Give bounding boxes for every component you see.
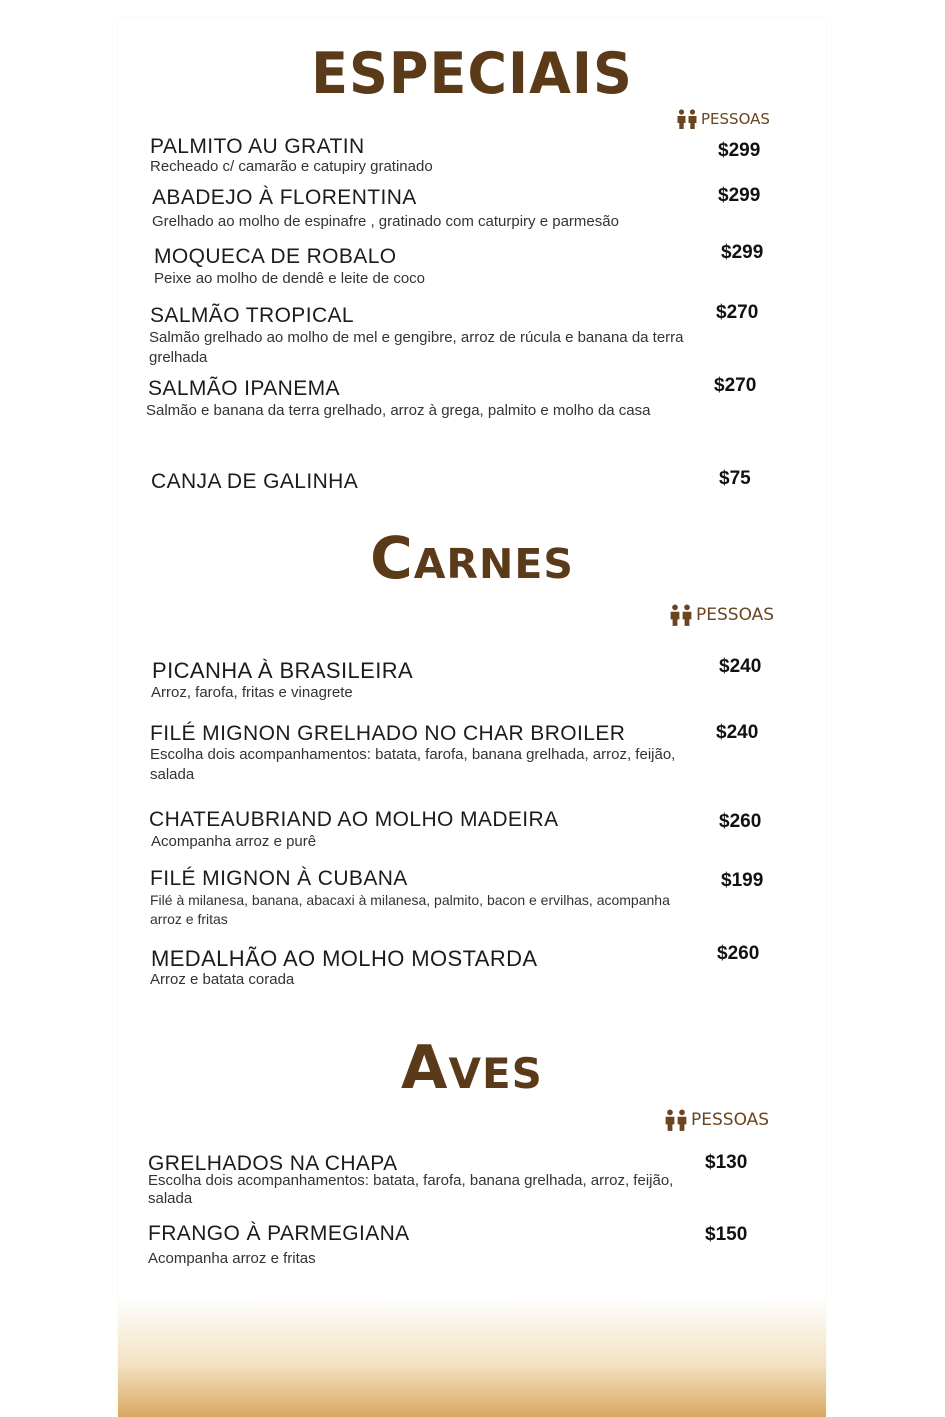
section-title-especiais: ESPECIAIS	[311, 40, 633, 107]
persons-label: PESSOAS	[696, 605, 775, 625]
item-description: Peixe ao molho de dendê e leite de coco	[154, 270, 426, 287]
persons-label: PESSOAS	[701, 110, 770, 128]
item-name: PALMITO AU GRATIN	[150, 135, 365, 158]
item-description: Arroz, farofa, fritas e vinagrete	[151, 684, 353, 701]
persons-header-especiais	[676, 109, 770, 129]
item-name: MOQUECA DE ROBALO	[154, 245, 397, 268]
item-price: $299	[718, 185, 761, 206]
item-name: CANJA DE GALINHA	[151, 470, 359, 493]
item-name: PICANHA À BRASILEIRA	[152, 658, 414, 683]
bottom-gradient	[118, 1297, 826, 1417]
persons-label: PESSOAS	[691, 1110, 770, 1130]
item-description: Escolha dois acompanhamentos: batata, farofa, banana grelhada, arroz, feijão, salada	[148, 1172, 674, 1207]
item-description: Recheado c/ camarão e catupiry gratinado	[150, 158, 433, 175]
item-price: $150	[705, 1224, 748, 1245]
item-name: FILÉ MIGNON GRELHADO NO CHAR BROILER	[150, 722, 626, 745]
item-name: SALMÃO TROPICAL	[150, 304, 355, 327]
menu-page	[118, 18, 826, 1417]
item-description: Acompanha arroz e purê	[151, 833, 317, 850]
item-description: Escolha dois acompanhamentos: batata, farofa, banana grelhada, arroz, feijão, salada	[150, 746, 676, 783]
two-persons-icon	[664, 1109, 688, 1131]
item-name: GRELHADOS NA CHAPA	[148, 1152, 398, 1175]
item-price: $299	[718, 140, 761, 161]
persons-header-aves	[664, 1109, 769, 1131]
item-name: FRANGO À PARMEGIANA	[148, 1222, 410, 1245]
persons-header-carnes	[669, 604, 774, 626]
item-description: Grelhado ao molho de espinafre , gratinado com caturpiry e parmesão	[152, 213, 619, 230]
two-persons-icon	[669, 604, 693, 626]
item-price: $130	[705, 1152, 748, 1173]
item-description: Acompanha arroz e fritas	[148, 1250, 316, 1267]
item-price: $299	[721, 242, 764, 263]
item-description: Filé à milanesa, banana, abacaxi à milanesa, palmito, bacon e ervilhas, acompanha arroz e fritas	[150, 892, 670, 927]
item-price: $270	[716, 302, 759, 323]
item-description: Salmão e banana da terra grelhado, arroz à grega, palmito e molho da casa	[146, 402, 651, 419]
two-persons-icon	[676, 109, 698, 129]
item-price: $240	[716, 722, 759, 743]
item-name: ABADEJO À FLORENTINA	[152, 186, 417, 209]
item-name: MEDALHÃO AO MOLHO MOSTARDA	[151, 946, 538, 971]
item-name: SALMÃO IPANEMA	[148, 377, 340, 400]
section-title-aves: Aves	[401, 1033, 543, 1103]
section-title-carnes: Carnes	[370, 524, 574, 592]
item-description: Arroz e batata corada	[150, 971, 295, 988]
item-price: $260	[719, 811, 762, 832]
item-price: $199	[721, 870, 764, 891]
item-name: FILÉ MIGNON À CUBANA	[150, 867, 408, 890]
item-price: $260	[717, 943, 760, 964]
item-price: $270	[714, 375, 757, 396]
item-price: $75	[719, 468, 751, 489]
item-description: Salmão grelhado ao molho de mel e gengibre, arroz de rúcula e banana da terra grelhada	[149, 329, 684, 366]
item-name: CHATEAUBRIAND AO MOLHO MADEIRA	[149, 808, 559, 831]
item-price: $240	[719, 656, 762, 677]
